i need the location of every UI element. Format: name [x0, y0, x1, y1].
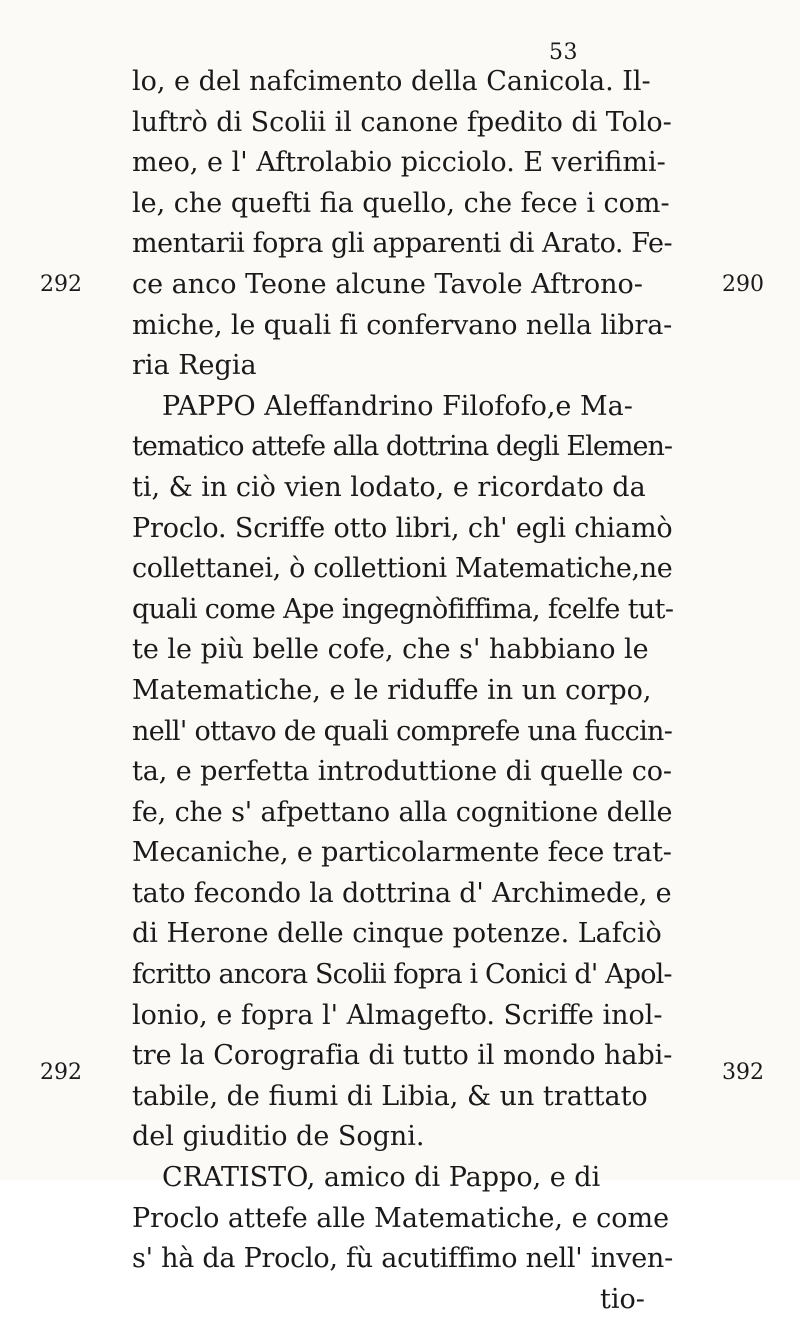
- margin-note-left: 292: [40, 272, 82, 297]
- body-text: [132, 62, 672, 1320]
- text-line: mentarii fopra gli apparenti di Arato. Fe-: [132, 228, 673, 260]
- entry-heading-line: CRATISTO, amico di Pappo, e di: [162, 1162, 601, 1194]
- text-line: Proclo. Scriffe otto libri, ch' egli chiamò: [132, 512, 673, 544]
- margin-note-right: 290: [722, 272, 764, 297]
- text-line: tato fecondo la dottrina d' Archimede, e: [132, 877, 672, 909]
- text-line: tre la Corografia di tutto il mondo habi-: [132, 1040, 673, 1072]
- text-line: lo, e del nafcimento della Canicola. Il-: [132, 66, 651, 97]
- margin-note-left: 292: [40, 1060, 82, 1085]
- text-line: meo, e l' Aftrolabio picciolo. E verifimi-: [132, 147, 666, 179]
- text-line: del giuditio de Sogni.: [132, 1121, 425, 1153]
- text-line: s' hà da Proclo, fù acutiffimo nell' inven-: [132, 1243, 673, 1275]
- text-line: ce anco Teone alcune Tavole Aftrono-: [132, 268, 643, 300]
- text-line: te le più belle cofe, che s' habbiano le: [132, 634, 649, 666]
- text-line: luftrò di Scolii il canone fpedito di Tolo-: [132, 106, 672, 138]
- text-line: Mecaniche, e particolarmente fece trat-: [132, 837, 672, 869]
- text-line: tematico attefe alla dottrina degli Elemen-: [132, 431, 673, 463]
- text-line: Proclo attefe alle Matematiche, e come: [132, 1202, 670, 1234]
- text-line: collettanei, ò collettioni Matematiche,ne: [132, 553, 673, 585]
- text-line: Matematiche, e le riduffe in un corpo,: [132, 674, 652, 706]
- entry-heading-line: PAPPO Aleffandrino Filofofo,e Ma-: [162, 390, 633, 422]
- catchword-line: tio-: [600, 1283, 645, 1315]
- text-line: le, che quefti fia quello, che fece i com-: [132, 187, 670, 219]
- text-line: ti, & in ciò vien lodato, e ricordato da: [132, 471, 646, 503]
- text-line: lonio, e fopra l' Almagefto. Scriffe inol-: [132, 999, 663, 1031]
- text-line: ria Regia: [132, 350, 257, 382]
- margin-note-right: 392: [722, 1060, 764, 1085]
- text-line: fcritto ancora Scolii fopra i Conici d' Apol-: [132, 959, 672, 991]
- text-line: nell' ottavo de quali comprefe una fuccin-: [132, 715, 673, 747]
- text-line: miche, le quali fi confervano nella libra-: [132, 309, 673, 341]
- text-line: ta, e perfetta introduttione di quelle co-: [132, 756, 672, 788]
- text-line: di Herone delle cinque potenze. Lafciò: [132, 918, 662, 950]
- page-number: 53: [549, 40, 578, 65]
- text-line: quali come Ape ingegnòfiffima, fcelfe tut-: [132, 593, 674, 625]
- text-line: tabile, de fiumi di Libia, & un trattato: [132, 1080, 648, 1112]
- text-line: fe, che s' afpettano alla cognitione delle: [132, 796, 673, 828]
